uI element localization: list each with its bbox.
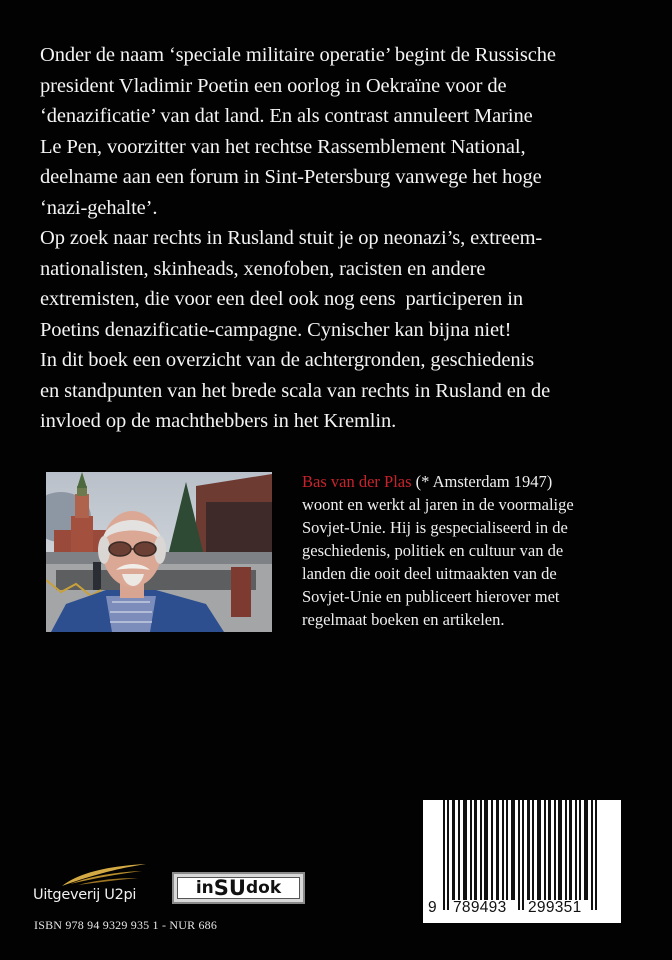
blurb-line: In dit boek een overzicht van de achtergronden, geschiedenis — [40, 349, 534, 371]
blurb-line: ‘nazi-gehalte’. — [40, 196, 158, 219]
bio-line: woont en werkt al jaren in de voormalige — [302, 495, 574, 514]
blurb-paragraph-3 — [40, 345, 660, 437]
bio-line: geschiedenis, politiek en cultuur van de — [302, 541, 564, 560]
imprint-logo-text-c: dok — [245, 877, 282, 898]
blurb-line: en standpunten van het brede scala van rechts in Rusland en de — [40, 379, 551, 402]
author-bio-first-line — [302, 470, 662, 493]
blurb-line: Op zoek naar rechts in Rusland stuit je op neonazi’s, extreem- — [40, 227, 543, 249]
blurb-line: ‘denazificatie’ van dat land. En als contrast annuleert Marine — [40, 105, 533, 127]
blurb-paragraph-1 — [40, 40, 660, 223]
author-photo-illustration — [46, 472, 272, 632]
author-photo — [46, 472, 272, 632]
imprint-logo-text-a: in — [195, 877, 214, 898]
author-birth-note: (* Amsterdam 1947) — [411, 472, 553, 491]
imprint-logo — [172, 872, 305, 904]
blurb-text — [40, 40, 660, 437]
author-bio — [302, 470, 662, 631]
blurb-paragraph-2 — [40, 223, 660, 345]
bio-line: regelmaat boeken en artikelen. — [302, 610, 505, 629]
blurb-line: Poetins denazificatie-campagne. Cynischer kan bijna niet! — [40, 318, 512, 341]
blurb-line: president Vladimir Poetin een oorlog in Oekraïne voor de — [40, 74, 507, 97]
isbn-line: ISBN 978 94 9329 935 1 - NUR 686 — [34, 918, 218, 932]
barcode-digits-right: 299351 — [528, 899, 582, 916]
blurb-line: nationalisten, skinheads, xenofoben, racisten en andere — [40, 257, 486, 280]
author-name: Bas van der Plas — [302, 472, 412, 491]
blurb-line: Le Pen, voorzitter van het rechtse Rassemblement National, — [40, 135, 526, 158]
imprint-logo-text-b: SU — [213, 875, 246, 900]
publisher-name: Uitgeverij U2pi — [33, 887, 137, 903]
blurb-line: Onder de naam ‘speciale militaire operatie’ begint de Russische — [40, 44, 556, 66]
bio-line: landen die ooit deel uitmaakten van de — [302, 564, 557, 583]
blurb-line: deelname aan een forum in Sint-Petersburg vanwege het hoge — [40, 166, 542, 188]
barcode — [423, 800, 621, 923]
blurb-line: invloed op de machthebbers in het Kremlin. — [40, 410, 397, 432]
golden-wing-icon — [60, 862, 150, 888]
blurb-line: extremisten, die voor een deel ook nog eens participeren in — [40, 288, 523, 310]
bio-line: Sovjet-Unie en publiceert hierover met — [302, 587, 560, 606]
bio-line: Sovjet-Unie. Hij is gespecialiseerd in de — [302, 518, 568, 537]
barcode-digits-left: 789493 — [453, 899, 507, 916]
imprint-logo-text — [177, 877, 300, 899]
barcode-digit-first: 9 — [428, 899, 437, 916]
publisher-logo — [30, 862, 160, 910]
